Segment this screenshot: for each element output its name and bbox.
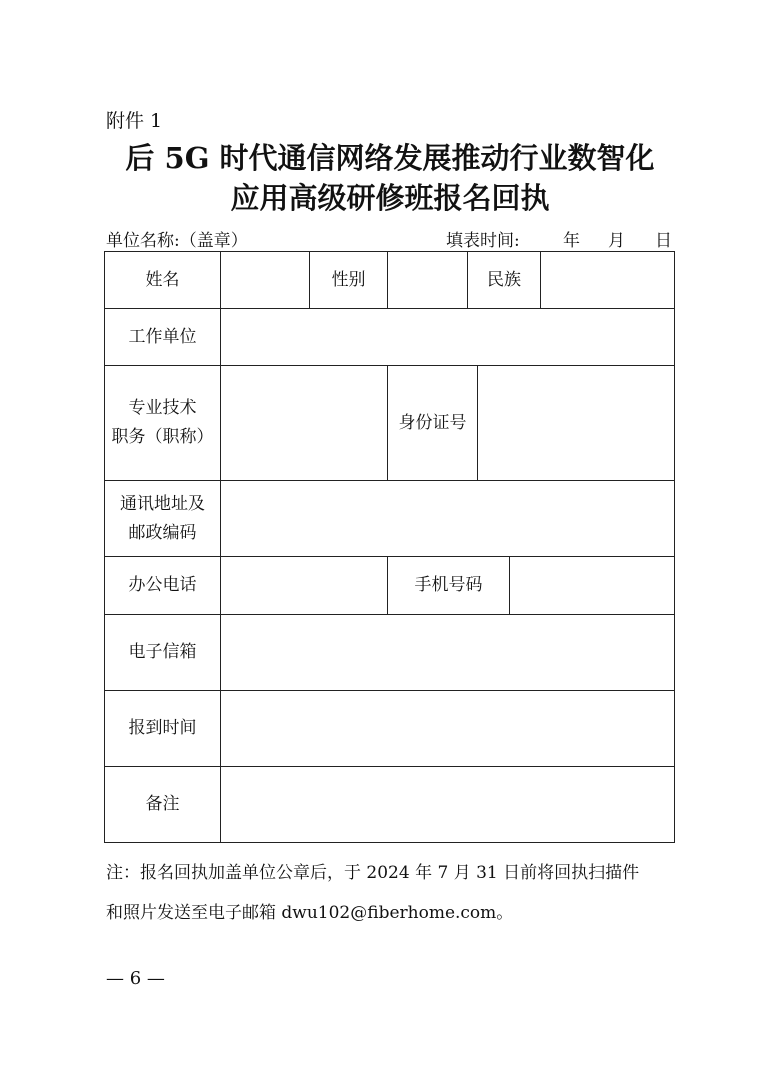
remarks-label: 备注 [104, 766, 221, 843]
professional-title-field[interactable] [220, 365, 388, 481]
workplace-field[interactable] [220, 308, 675, 366]
workplace-label: 工作单位 [104, 308, 221, 366]
name-field[interactable] [220, 251, 310, 309]
address-line1: 通讯地址及 [120, 493, 205, 514]
month-label: 月 [608, 231, 625, 251]
report-time-field[interactable] [220, 690, 675, 767]
note-line-2: 和照片发送至电子邮箱 dwu102@fiberhome.com。 [106, 903, 514, 923]
gender-field[interactable] [387, 251, 468, 309]
attachment-label: 附件 1 [106, 110, 163, 132]
address-field[interactable] [220, 480, 675, 557]
title-line-2: 应用高级研修班报名回执 [230, 181, 550, 215]
office-phone-field[interactable] [220, 556, 388, 615]
remarks-field[interactable] [220, 766, 675, 843]
id-number-label: 身份证号 [387, 365, 478, 481]
page-number: — 6 — [106, 968, 165, 989]
professional-title-line2: 职务（职称） [111, 427, 214, 447]
name-label: 姓名 [104, 251, 221, 309]
title-line-1: 后 5G 时代通信网络发展推动行业数智化 [125, 141, 655, 175]
report-time-label: 报到时间 [104, 690, 221, 767]
email-label: 电子信箱 [104, 614, 221, 691]
ethnicity-label: 民族 [467, 251, 541, 309]
note-line-1: 注：报名回执加盖单位公章后，于 2024 年 7 月 31 日前将回执扫描件 [106, 863, 640, 883]
gender-label: 性别 [309, 251, 388, 309]
address-label [104, 480, 221, 557]
fill-time-label: 填表时间: [446, 231, 520, 251]
unit-name-label: 单位名称:（盖章） [106, 231, 248, 251]
id-number-field[interactable] [477, 365, 675, 481]
email-field[interactable] [220, 614, 675, 691]
ethnicity-field[interactable] [540, 251, 675, 309]
mobile-field[interactable] [509, 556, 675, 615]
year-label: 年 [563, 231, 580, 251]
professional-title-line1: 专业技术 [128, 398, 197, 418]
day-label: 日 [655, 231, 672, 251]
mobile-label: 手机号码 [387, 556, 510, 615]
office-phone-label: 办公电话 [104, 556, 221, 615]
professional-title-label [104, 365, 221, 481]
address-line2: 邮政编码 [128, 522, 197, 543]
